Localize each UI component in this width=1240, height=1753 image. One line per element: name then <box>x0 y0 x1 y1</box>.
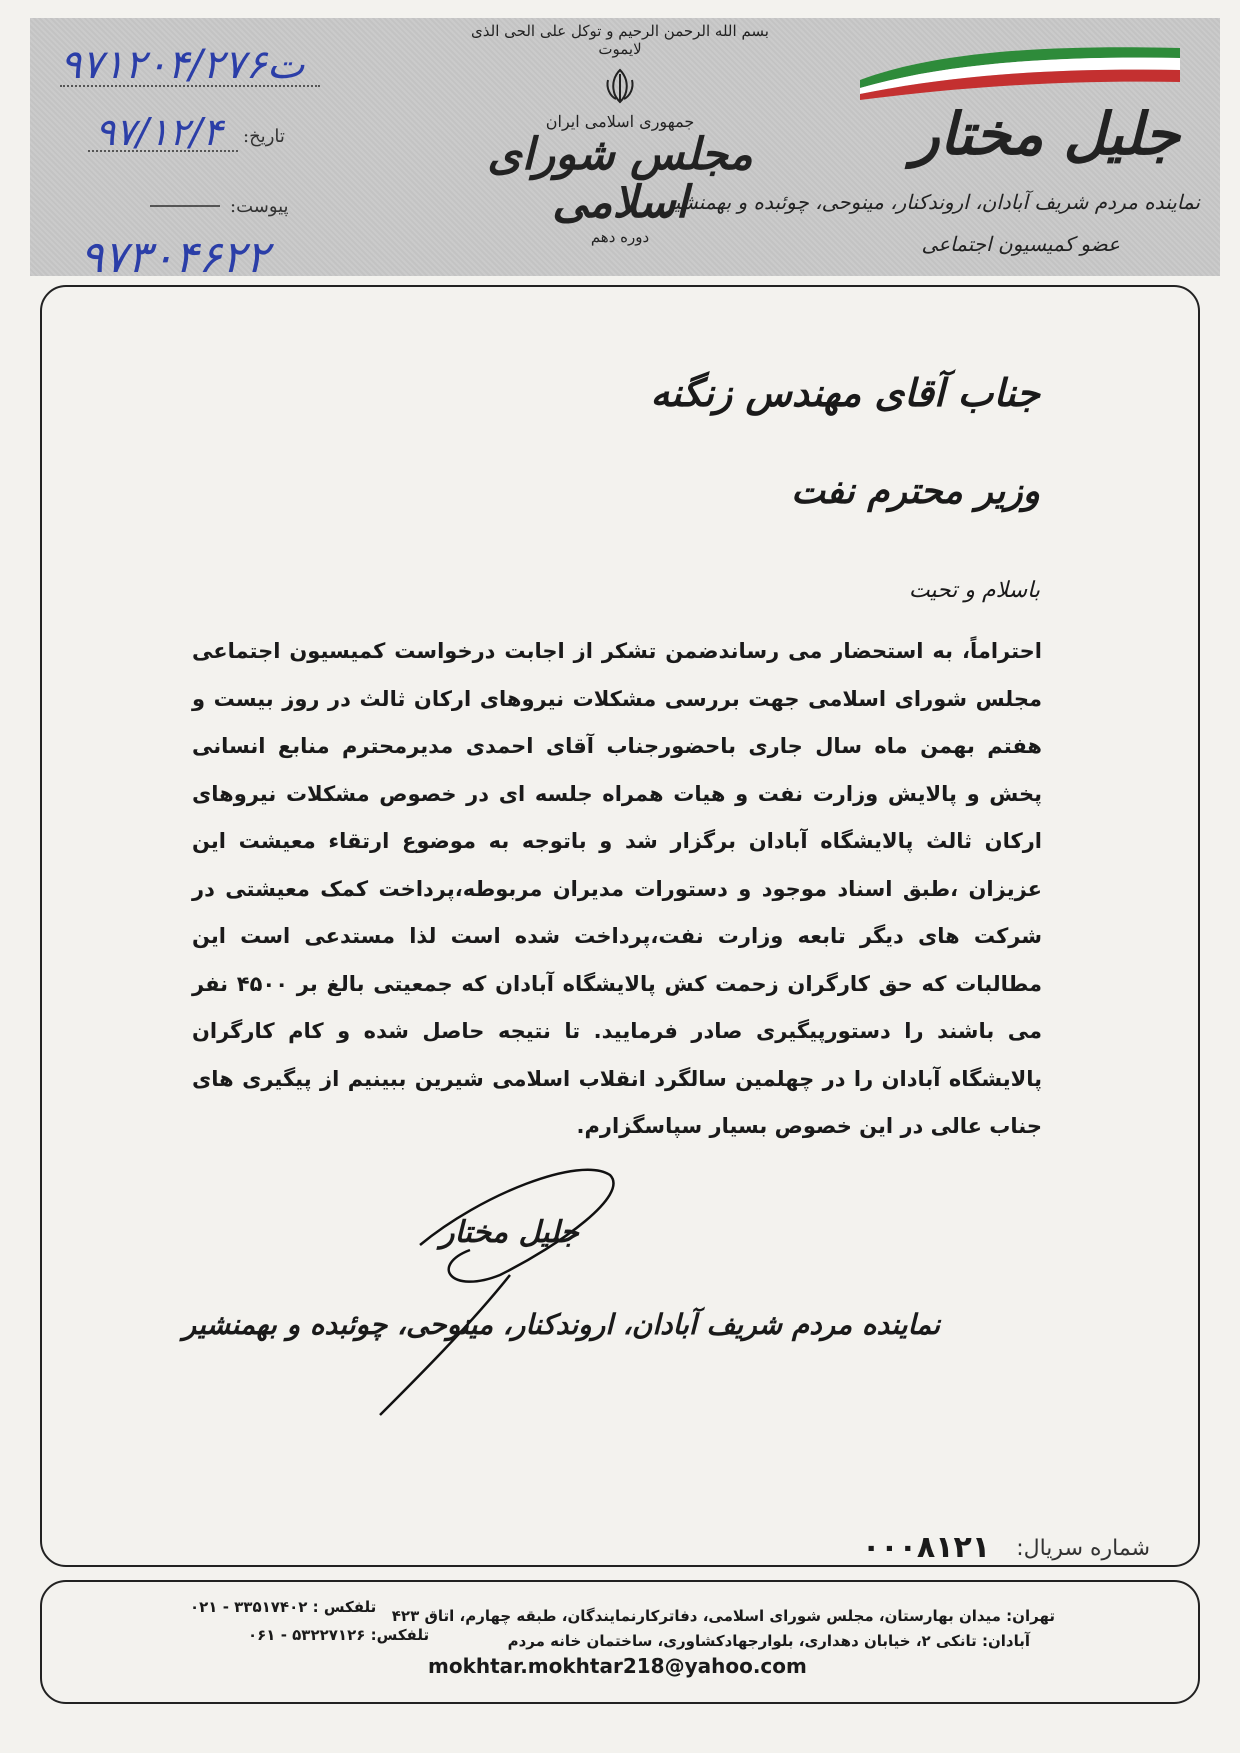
address-tehran: تهران: میدان بهارستان، مجلس شورای اسلامی، دفاترکارنمایندگان، طبقه چهارم، اتاق ۴۲۳ <box>391 1607 1055 1625</box>
letter-paragraph: احتراماً، به استحضار می رساندضمن تشکر از اجابت درخواست کمیسیون اجتماعی مجلس شورای اسلامی جهت بررسی مشکلات نیروهای ارکان ثالث در روز بیست و هفتم بهمن ماه سال جاری باحضورجناب آقای احمدی مدیرمحترم منابع انسانی پخش و پالایش وزارت نفت و هیات همراه جلسه ای در خصوص مشکلات نیروهای ارکان ثالث پالایشگاه آبادان برگزار شد و باتوجه به موضوع ارتقاء معیشت این عزیزان ،طبق اسناد موجود و دستورات مدیران مربوطه،پرداخت کمک معیشتی در شرکت های دیگر تابعه وزارت نفت،پرداخت شده است لذا مستدعی است این مطالبات که حق کارگران زحمت کش پالایشگاه آبادان که جمعیتی بالغ بر ۴۵۰۰ نفر می باشند را دستورپیگیری صادر فرمایید. تا نتیجه حاصل شده و کام کارگران پالایشگاه آبادان را در چهلمین سالگرد انقلاب اسلامی شیرین ببینیم از پیگیری های جناب عالی در این خصوص بسیار سپاسگزارم. <box>192 639 1042 1138</box>
attachment-label: پیوست: <box>230 196 289 217</box>
letter-number-handwritten: ت۹۷۱۲۰۴/۲۷۶ <box>60 42 305 88</box>
signature-title: نماینده مردم شریف آبادان، اروندکنار، مینوحی، چوئبده و بهمنشیر <box>182 1308 940 1341</box>
committee-membership: عضو کمیسیون اجتماعی <box>921 232 1120 256</box>
registry-number-handwritten: ۹۷۳۰۴۶۲۲ <box>80 232 270 283</box>
representative-name: جلیل مختار <box>911 100 1180 168</box>
republic-title: جمهوری اسلامی ایران <box>545 112 695 131</box>
letter-body <box>192 628 1042 1151</box>
email-address: mokhtar.mokhtar218@yahoo.com <box>428 1654 807 1678</box>
representative-header <box>663 40 1200 270</box>
serial-label: شماره سریال: <box>1016 1536 1150 1561</box>
signature-scribble-icon <box>360 1155 660 1425</box>
letter-date-handwritten: ۹۷/۱۲/۴ <box>95 110 223 154</box>
serial-number: ۰۰۰۸۱۲۱ <box>862 1530 991 1565</box>
date-label: تاریخ: <box>243 126 285 147</box>
majlis-emblem-block <box>470 20 770 270</box>
iran-emblem-icon <box>600 66 640 106</box>
address-abadan: آبادان: تانکی ۲، خیابان دهداری، بلوارجهادکشاوری، ساختمان خانه مردم <box>507 1632 1030 1650</box>
recipient-name: جناب آقای مهندس زنگنه <box>650 370 1040 415</box>
parliament-term: دوره دهم <box>590 227 650 246</box>
fax-abadan: تلفکس: ۵۳۲۲۷۱۲۶ - ۰۶۱ <box>248 1626 430 1644</box>
flag-swoosh-icon <box>860 40 1180 100</box>
fax-tehran: تلفکس : ۳۳۵۱۷۴۰۲ - ۰۲۱ <box>190 1598 377 1616</box>
recipient-title: وزیر محترم نفت <box>791 470 1040 512</box>
greeting: باسلام و تحیت <box>908 578 1040 603</box>
representative-constituency: نماینده مردم شریف آبادان، اروندکنار، مینوحی، چوئبده و بهمنشیر <box>663 190 1200 214</box>
attachment-line <box>150 205 220 207</box>
basmala: بسم الله الرحمن الرحیم و توکل علی الحی الذی لایموت <box>471 22 769 58</box>
signature-name: جلیل مختار <box>440 1215 579 1250</box>
majlis-title: مجلس شورای اسلامی <box>487 129 753 229</box>
